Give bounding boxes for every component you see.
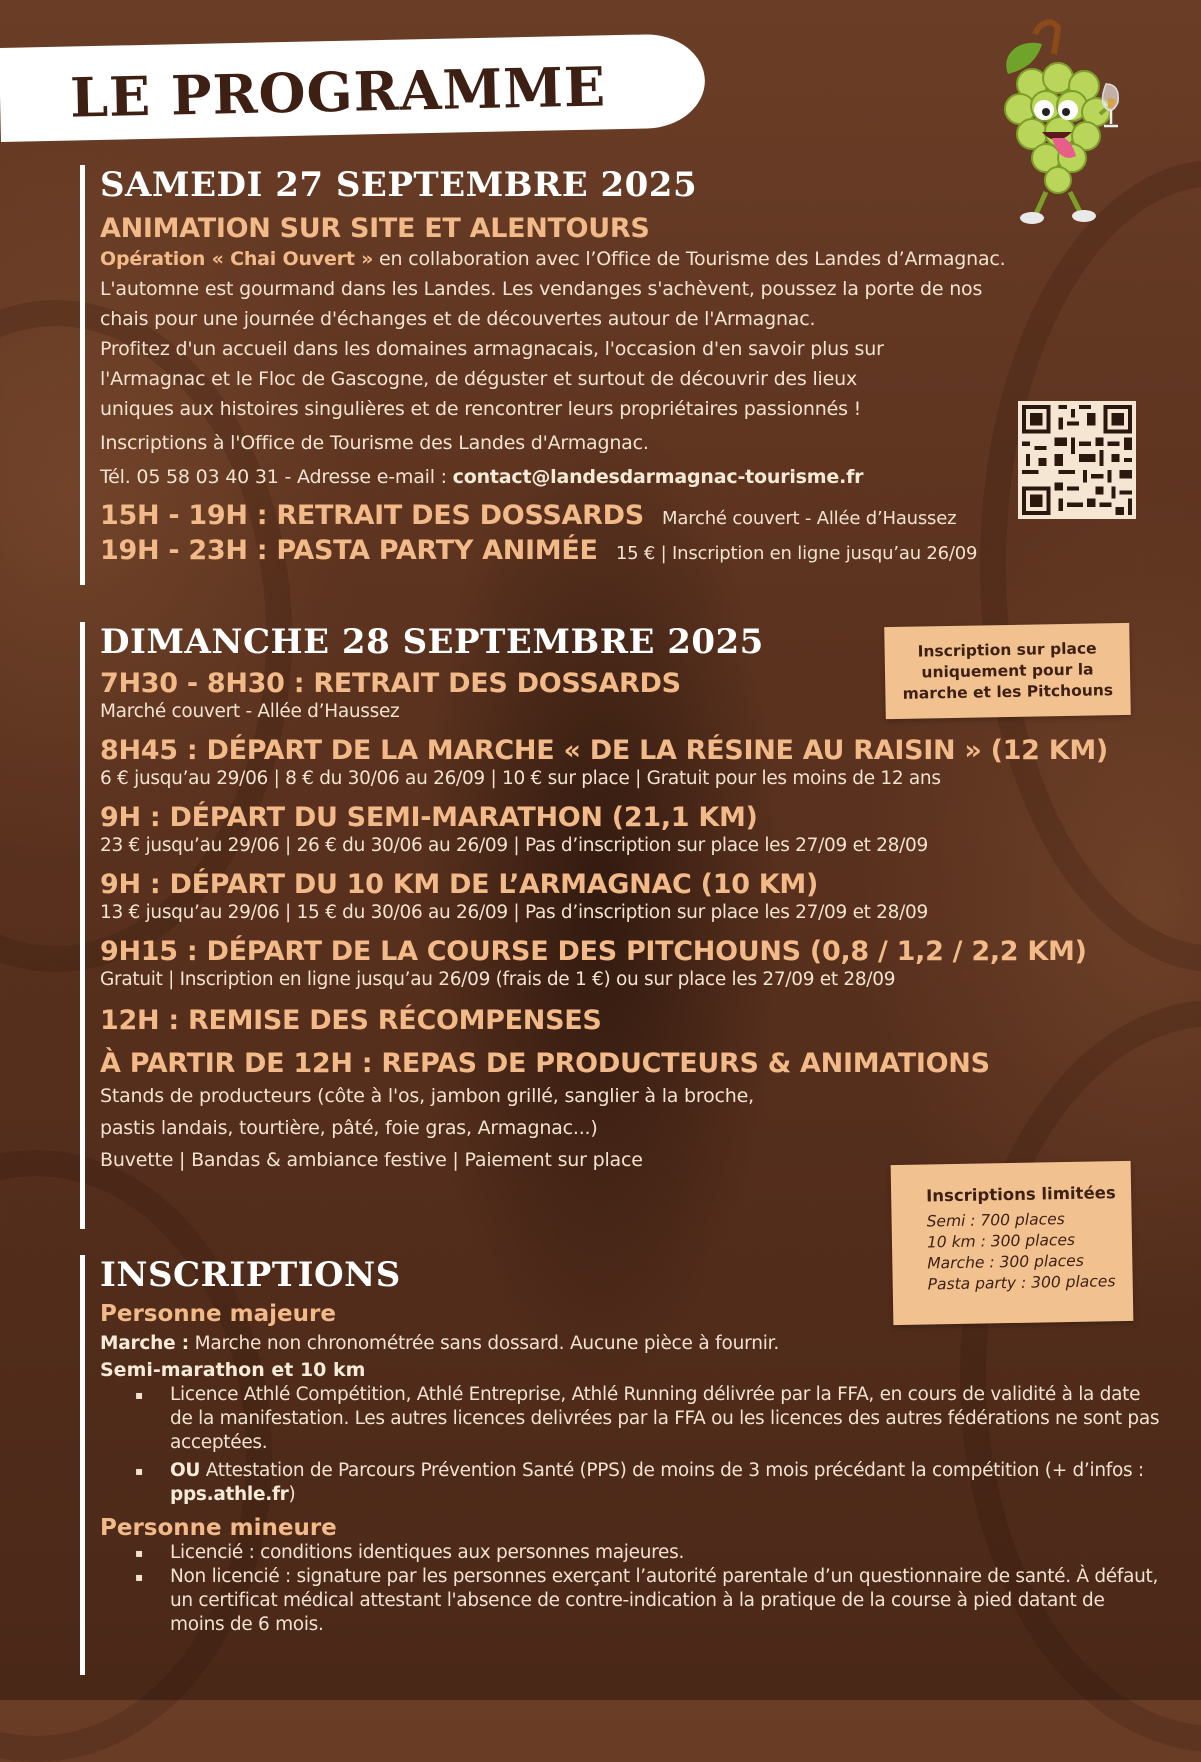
list-item bbox=[170, 1459, 1160, 1507]
event-note: Marché couvert - Allée d’Haussez bbox=[662, 508, 957, 529]
meal-line: Buvette | Bandas & ambiance festive | Paiement sur place bbox=[100, 1149, 643, 1171]
inscriptions-section bbox=[80, 1255, 1160, 1675]
note-line: 10 km : 300 places bbox=[926, 1230, 1076, 1252]
operation-name: Opération « Chai Ouvert » bbox=[100, 248, 374, 270]
description-line: Inscriptions à l'Office de Tourisme des Landes d'Armagnac. bbox=[100, 432, 649, 454]
list-item: ▪ Licence Athlé Compétition, Athlé Entreprise, Athlé Running délivrée par la FFA, en cours de validité à la date de la manifestation. Les autres licences delivrées par la FFA ou les licences des autres fédérations ne sont pas acceptées. bbox=[170, 1383, 1160, 1455]
event-title: 9H : DÉPART DU SEMI-MARATHON (21,1 KM) bbox=[100, 802, 758, 833]
description-line: L'automne est gourmand dans les Landes. Les vendanges s'achèvent, poussez la porte de nos bbox=[100, 278, 983, 300]
event-title: 9H : DÉPART DU 10 KM DE L’ARMAGNAC (10 KM) bbox=[100, 869, 819, 900]
event-title: 12H : REMISE DES RÉCOMPENSES bbox=[100, 1005, 602, 1036]
event-withdrawal-saturday bbox=[100, 500, 1006, 531]
description-line: uniques aux histoires singulières et de rencontrer leurs propriétaires passionnés ! bbox=[100, 398, 862, 420]
or-label: OU bbox=[170, 1460, 201, 1481]
note-text bbox=[902, 638, 1113, 705]
contact-email-link[interactable]: contact@landesdarmagnac-tourisme.fr bbox=[452, 466, 864, 488]
minor-requirements-list bbox=[100, 1541, 1160, 1637]
event-title: À PARTIR DE 12H : REPAS DE PRODUCTEURS & ANIMATIONS bbox=[100, 1048, 990, 1079]
event-detail: Marché couvert - Allée d’Haussez bbox=[100, 701, 400, 722]
operation-text: en collaboration avec l’Office de Tourisme des Landes d’Armagnac. bbox=[373, 248, 1006, 270]
event-detail: 23 € jusqu’au 29/06 | 26 € du 30/06 au 26/09 | Pas d’inscription sur place les 27/09 et 28/09 bbox=[100, 835, 928, 856]
qr-code-icon[interactable] bbox=[1018, 401, 1136, 519]
semi-requirements-list bbox=[100, 1383, 1160, 1507]
event-detail: 13 € jusqu’au 29/06 | 15 € du 30/06 au 26/09 | Pas d’inscription sur place les 27/09 et 28/09 bbox=[100, 902, 928, 923]
meal-line: pastis landais, tourtière, pâté, foie gras, Armagnac...) bbox=[100, 1117, 598, 1139]
event-title: 8H45 : DÉPART DE LA MARCHE « DE LA RÉSINE AU RAISIN » (12 KM) bbox=[100, 735, 1108, 766]
note-onsite-registration bbox=[884, 623, 1131, 719]
description-line: Profitez d'un accueil dans les domaines armagnacais, l'occasion d'en savoir plus sur bbox=[100, 338, 884, 360]
description-line: l'Armagnac et le Floc de Gascogne, de déguster et surtout de découvrir des lieux bbox=[100, 368, 857, 390]
adult-title: Personne majeure bbox=[100, 1301, 336, 1327]
event-title: 19H - 23H : PASTA PARTY ANIMÉE bbox=[100, 535, 598, 566]
event-detail: Gratuit | Inscription en ligne jusqu’au 26/09 (frais de 1 €) ou sur place les 27/09 et 28/09 bbox=[100, 969, 896, 990]
meal-line: Stands de producteurs (côte à l'os, jambon grillé, sanglier à la broche, bbox=[100, 1085, 754, 1107]
pps-end: ) bbox=[288, 1484, 296, 1505]
event-pasta-party bbox=[100, 535, 1006, 566]
pps-text: Attestation de Parcours Prévention Santé (PPS) de moins de 3 mois précédant la compétition (+ d’infos : bbox=[200, 1460, 1144, 1481]
semi-title: Semi-marathon et 10 km bbox=[100, 1359, 366, 1381]
operation-line bbox=[100, 244, 1006, 274]
list-item: ▪ Non licencié : signature par les personnes exerçant l’autorité parentale d’un questionnaire de santé. À défaut, un certificat médical attestant l'absence de contre-indication à la pratique de la course à pied datant de moins de 6 mois. bbox=[170, 1565, 1160, 1637]
note-line: Pasta party : 300 places bbox=[927, 1272, 1116, 1294]
event-title: 9H15 : DÉPART DE LA COURSE DES PITCHOUNS (0,8 / 1,2 / 2,2 KM) bbox=[100, 936, 1087, 967]
page-title: LE PROGRAMME bbox=[69, 54, 607, 130]
note-line: Inscription sur place bbox=[917, 638, 1097, 661]
note-line: uniquement pour la bbox=[921, 659, 1094, 682]
note-line: Marche : 300 places bbox=[927, 1251, 1084, 1273]
event-title: 15H - 19H : RETRAIT DES DOSSARDS bbox=[100, 500, 644, 531]
contact-prefix: Tél. 05 58 03 40 31 - Adresse e-mail : bbox=[100, 466, 453, 488]
contact-line bbox=[100, 462, 1006, 492]
event-title: 7H30 - 8H30 : RETRAIT DES DOSSARDS bbox=[100, 668, 681, 699]
event-note: 15 € | Inscription en ligne jusqu’au 26/09 bbox=[615, 543, 978, 564]
pps-link[interactable]: pps.athle.fr bbox=[170, 1484, 289, 1505]
note-title: Inscriptions limitées bbox=[926, 1183, 1116, 1206]
sunday-heading: DIMANCHE 28 SEPTEMBRE 2025 bbox=[100, 622, 764, 662]
marche-label: Marche : bbox=[100, 1333, 189, 1354]
animation-title: ANIMATION SUR SITE ET ALENTOURS bbox=[100, 213, 650, 244]
list-item: ▪ Licencié : conditions identiques aux personnes majeures. bbox=[170, 1541, 1160, 1565]
description-line: chais pour une journée d'échanges et de découvertes autour de l'Armagnac. bbox=[100, 308, 816, 330]
note-line: marche et les Pitchouns bbox=[902, 680, 1114, 703]
marche-text: Marche non chronométrée sans dossard. Aucune pièce à fournir. bbox=[188, 1333, 780, 1354]
event-detail: 6 € jusqu’au 29/06 | 8 € du 30/06 au 26/09 | 10 € sur place | Gratuit pour les moins de 12 ans bbox=[100, 768, 941, 789]
minor-title: Personne mineure bbox=[100, 1515, 337, 1541]
inscriptions-heading: INSCRIPTIONS bbox=[100, 1255, 401, 1295]
marche-line bbox=[100, 1329, 1160, 1359]
saturday-heading: SAMEDI 27 SEPTEMBRE 2025 bbox=[100, 165, 698, 205]
saturday-section bbox=[80, 165, 1006, 585]
note-line: Semi : 700 places bbox=[926, 1210, 1065, 1231]
